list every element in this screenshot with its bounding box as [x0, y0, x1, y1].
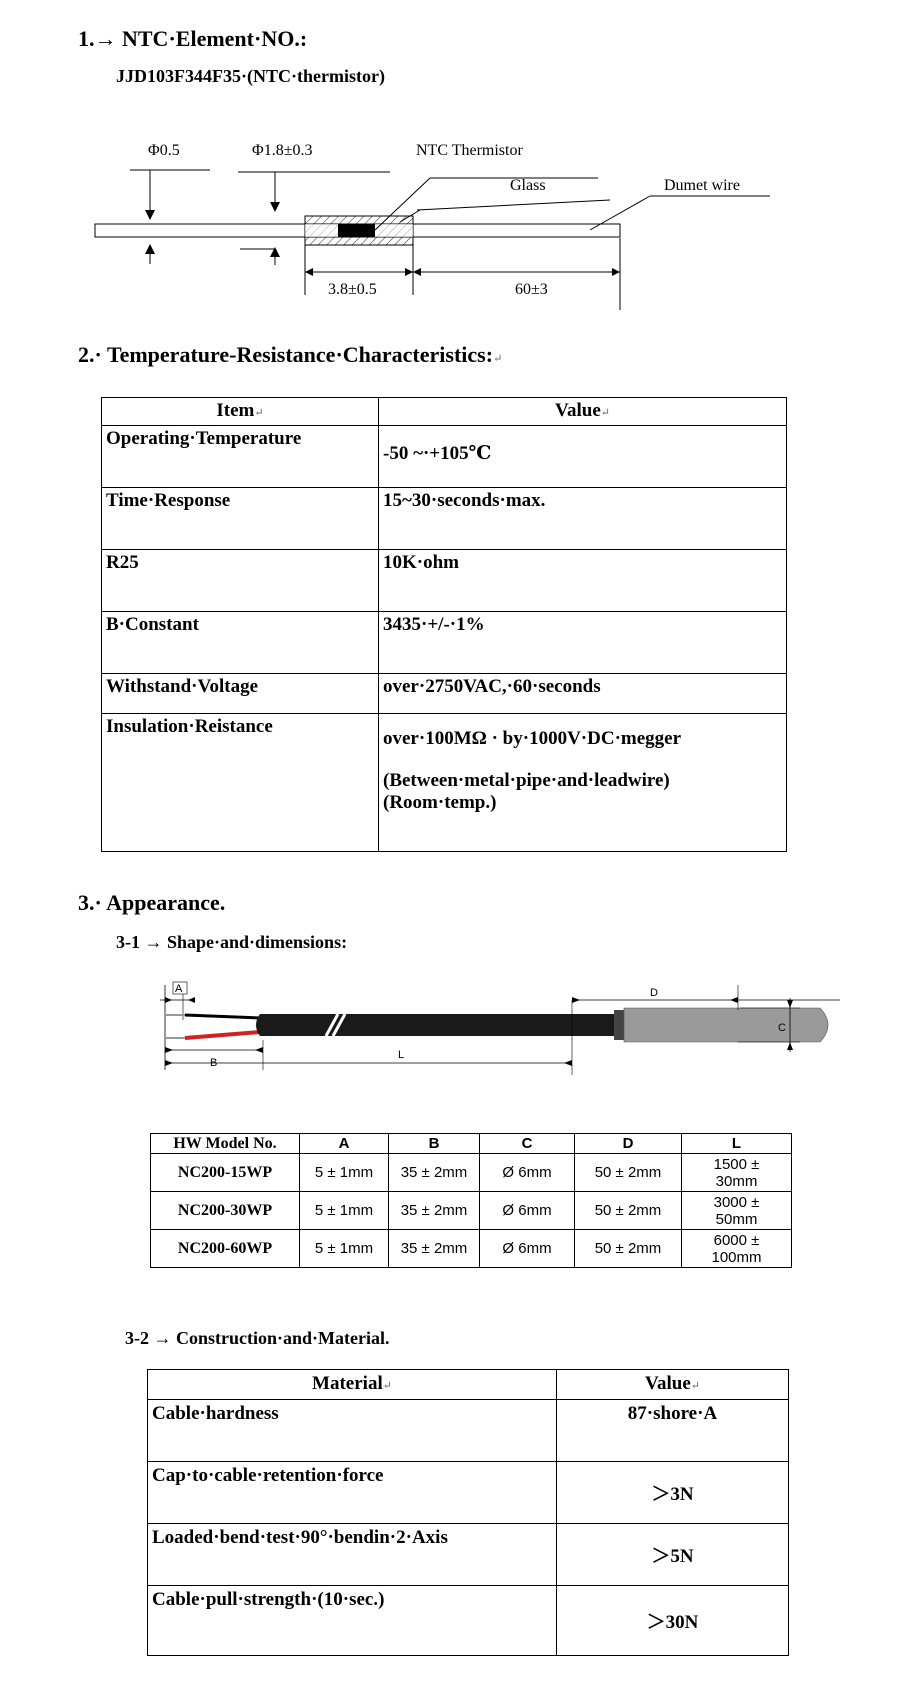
model-dimensions-table: [150, 1133, 792, 1268]
table-row: [102, 488, 787, 550]
table-row: [102, 714, 787, 852]
construction-material-subtitle: 3-2 → Construction·and·Material.: [125, 1328, 390, 1348]
section1-title: 1.→ NTC·Element·NO.:: [78, 26, 308, 51]
table-row: NC200-60WP 5 ± 1mm 35 ± 2mm Ø 6mm 50 ± 2mm 6000 ± 100mm: [151, 1230, 792, 1268]
section2-title: 2.· Temperature-Resistance·Characteristics:↵: [78, 342, 503, 367]
header-b: B: [389, 1134, 480, 1154]
section2-title-text: 2.· Temperature-Resistance·Characteristics:: [78, 342, 494, 367]
material-value: ＞30N: [557, 1586, 789, 1656]
material-value: ＞5N: [557, 1524, 789, 1586]
header-c: C: [480, 1134, 575, 1154]
ntc-thermistor-label: NTC Thermistor: [416, 142, 523, 159]
phi-body-label: Φ1.8±0.3: [252, 142, 313, 159]
row-item: Operating·Temperature: [102, 426, 379, 488]
dumet-wire-label: Dumet wire: [664, 177, 740, 194]
header-value: Value↵: [557, 1370, 789, 1400]
part-number: JJD103F344F35·(NTC·thermistor): [116, 66, 385, 86]
material-item: Cable·hardness: [148, 1400, 557, 1462]
row-value: 10K·ohm: [379, 550, 787, 612]
row-item: R25: [102, 550, 379, 612]
row-value: over·100MΩ · by·1000V·DC·megger (Between·metal·pipe·and·leadwire) (Room·temp.): [379, 714, 787, 852]
phi-lead-label: Φ0.5: [148, 142, 180, 159]
label-a: A: [175, 983, 183, 995]
table-row: NC200-30WP 5 ± 1mm 35 ± 2mm Ø 6mm 50 ± 2mm 3000 ± 50mm: [151, 1192, 792, 1230]
table-row: [148, 1524, 789, 1586]
header-material: Material↵: [148, 1370, 557, 1400]
label-d: D: [650, 987, 658, 999]
probe-drawing: [140, 980, 840, 1090]
row-value: 3435·+/-·1%: [379, 612, 787, 674]
lead-length-label: 60±3: [515, 281, 548, 298]
glass-label: Glass: [510, 177, 546, 194]
row-value: -50 ~·+105℃: [379, 426, 787, 488]
row-value: 15~30·seconds·max.: [379, 488, 787, 550]
ntc-element-diagram: [0, 130, 902, 330]
material-value: 87·shore·A: [557, 1400, 789, 1462]
header-value: Value↵: [379, 398, 787, 426]
table-row: [102, 550, 787, 612]
header-model: HW Model No.: [151, 1134, 300, 1154]
table-row: [102, 674, 787, 714]
label-b: B: [210, 1057, 218, 1069]
table-row: [148, 1462, 789, 1524]
table-row: [102, 612, 787, 674]
table-row: [148, 1586, 789, 1656]
table-row: NC200-15WP 5 ± 1mm 35 ± 2mm Ø 6mm 50 ± 2mm 1500 ± 30mm: [151, 1154, 792, 1192]
row-item: Withstand·Voltage: [102, 674, 379, 714]
header-a: A: [300, 1134, 389, 1154]
row-value: over·2750VAC,·60·seconds: [379, 674, 787, 714]
label-c: C: [778, 1022, 786, 1034]
row-item: Time·Response: [102, 488, 379, 550]
temperature-resistance-table: [101, 397, 787, 852]
table-row: [148, 1400, 789, 1462]
header-item: Item↵: [102, 398, 379, 426]
body-length-label: 3.8±0.5: [328, 281, 377, 298]
table-row: [102, 426, 787, 488]
header-d: D: [575, 1134, 682, 1154]
row-item: B·Constant: [102, 612, 379, 674]
header-l: L: [682, 1134, 792, 1154]
material-item: Cable·pull·strength·(10·sec.): [148, 1586, 557, 1656]
row-item: Insulation·Reistance: [102, 714, 379, 852]
construction-material-table: [147, 1369, 789, 1656]
section3-title: 3.· Appearance.: [78, 890, 226, 915]
material-item: Cap·to·cable·retention·force: [148, 1462, 557, 1524]
shape-dimensions-subtitle: 3-1 → Shape·and·dimensions:: [116, 932, 348, 952]
label-l: L: [398, 1049, 405, 1061]
material-value: ＞3N: [557, 1462, 789, 1524]
material-item: Loaded·bend·test·90°·bendin·2·Axis: [148, 1524, 557, 1586]
